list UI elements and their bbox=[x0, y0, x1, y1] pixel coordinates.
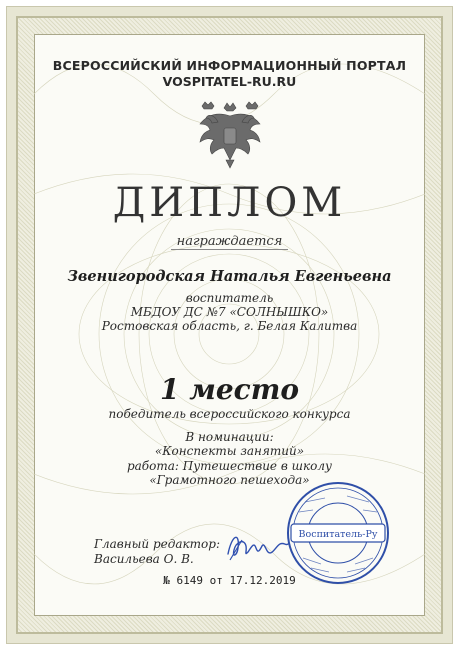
signature-icon bbox=[222, 528, 292, 564]
double-headed-eagle-icon bbox=[196, 98, 264, 172]
work-title-line2: «Грамотного пешехода» bbox=[149, 473, 310, 487]
awarded-label: награждается bbox=[0, 234, 459, 249]
signer-name: Васильева О. В. bbox=[94, 552, 194, 566]
competition-description: победитель всероссийского конкурса bbox=[108, 407, 351, 421]
portal-name: ВСЕРОССИЙСКИЙ ИНФОРМАЦИОННЫЙ ПОРТАЛ bbox=[52, 58, 407, 73]
place-title: 1 место bbox=[159, 373, 299, 406]
recipient-name: Звенигородская Наталья Евгеньевна bbox=[67, 268, 392, 285]
nomination-label: В номинации: bbox=[185, 430, 274, 444]
portal-url: VOSPITATEL-RU.RU bbox=[162, 74, 297, 89]
certificate-number: № 6149 от 17.12.2019 bbox=[163, 574, 296, 587]
diploma-title: ДИПЛОМ bbox=[112, 180, 347, 226]
recipient-position: воспитатель bbox=[185, 291, 274, 305]
stamp-text: Воспитатель-Ру bbox=[298, 529, 378, 540]
signer-title: Главный редактор: bbox=[94, 537, 220, 551]
recipient-location: Ростовская область, г. Белая Калитва bbox=[101, 319, 358, 333]
nomination-value: «Конспекты занятий» bbox=[154, 444, 305, 458]
work-title-line1: работа: Путешествие в школу bbox=[126, 459, 333, 473]
recipient-organization: МБДОУ ДС №7 «СОЛНЫШКО» bbox=[130, 305, 329, 319]
official-stamp bbox=[285, 480, 391, 586]
